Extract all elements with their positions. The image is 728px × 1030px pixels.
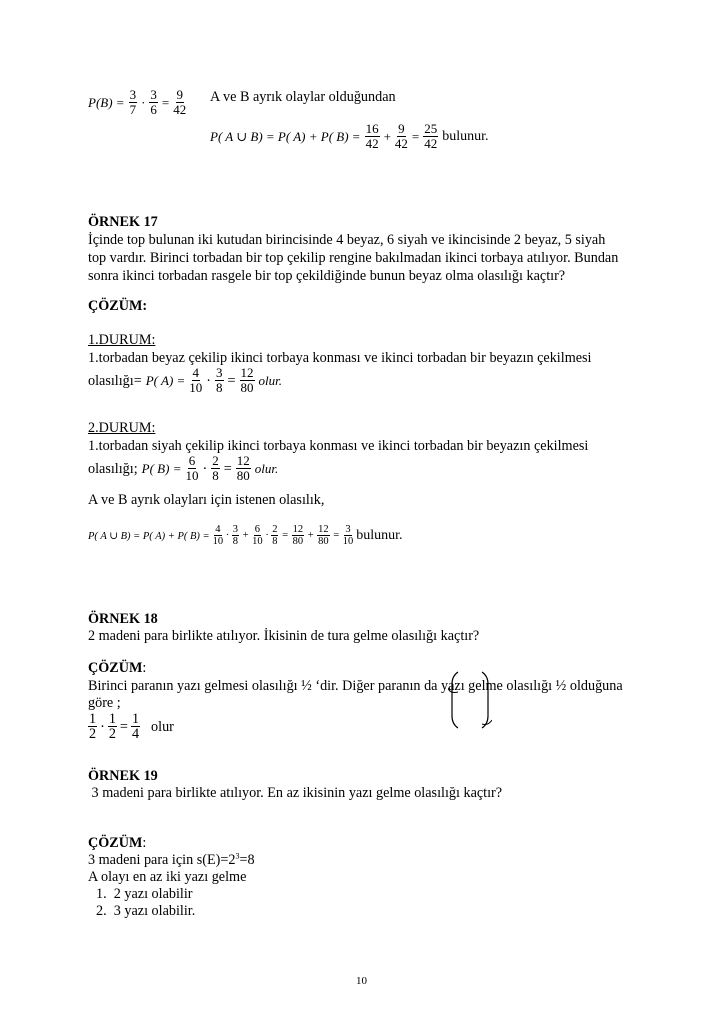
ornek19-heading: ÖRNEK 19 — [88, 768, 158, 784]
pb-formula — [88, 88, 186, 117]
fraction — [215, 366, 224, 395]
fraction — [236, 454, 251, 483]
fraction — [292, 524, 305, 547]
dot-operator: · — [202, 460, 208, 477]
fraction — [189, 366, 202, 395]
bulunur-text: bulunur. — [442, 128, 489, 144]
final-formula — [88, 524, 403, 547]
denominator: 8 — [232, 536, 238, 547]
numerator: 12 — [292, 524, 304, 535]
ornek18-formula — [88, 712, 174, 741]
numerator: 4 — [215, 524, 221, 535]
numerator: 12 — [240, 365, 254, 380]
ornek19-line1 — [88, 851, 255, 869]
ornek18-heading: ÖRNEK 18 — [88, 611, 158, 627]
cozum-label: ÇÖZÜM — [88, 660, 143, 676]
page-number: 10 — [356, 975, 367, 987]
denominator: 10 — [342, 536, 354, 547]
durum1-text: 1.torbadan beyaz çekilip ikinci torbaya konması ve ikinci torbadan bir beyazın çekilmesi — [88, 350, 592, 366]
equals: = — [411, 128, 420, 144]
fraction — [88, 712, 97, 741]
ornek17-line3: sonra ikinci torbadan rasgele bir top çekildiğinde bunun beyaz olma olasılığı kaçtır? — [88, 268, 566, 284]
denominator: 80 — [292, 536, 304, 547]
equals: = — [227, 372, 236, 389]
denominator: 80 — [236, 468, 250, 483]
fraction — [108, 712, 117, 741]
plus: + — [242, 530, 250, 541]
denominator: 10 — [185, 468, 199, 483]
fraction — [423, 122, 438, 151]
fraction — [173, 88, 186, 117]
numerator: 4 — [192, 365, 200, 380]
denominator: 80 — [240, 380, 254, 395]
list-item: 1. 2 yazı olabilir — [96, 886, 193, 902]
dot-operator: · — [265, 530, 269, 541]
dot-operator: · — [100, 718, 105, 735]
ornek18-question: 2 madeni para birlikte atılıyor. İkisinin de tura gelme olasılığı kaçtır? — [88, 628, 480, 644]
equals: = — [332, 530, 340, 541]
numerator: 6 — [188, 453, 196, 468]
denominator: 2 — [108, 726, 116, 742]
ornek17-line2: top vardır. Birinci torbadan bir top çekilip rengine bakılmadan ikinci torbaya atılıyor. Bundan — [88, 250, 619, 266]
dot-operator: · — [141, 94, 146, 110]
numerator: 1 — [108, 711, 116, 727]
union-formula — [210, 122, 489, 151]
dot-operator: · — [206, 372, 212, 389]
numerator: 6 — [254, 524, 260, 535]
equals: = — [161, 94, 170, 110]
fraction — [252, 524, 263, 547]
numerator: 1 — [89, 711, 97, 727]
fraction — [365, 122, 380, 151]
ornek19-cozum — [88, 834, 146, 852]
numerator: 12 — [318, 524, 329, 535]
fraction — [213, 524, 224, 547]
ornek17-line1: İçinde top bulunan iki kutudan birincisinde 4 beyaz, 6 siyah ve ikincisinde 2 beyaz, 5 siyah — [88, 232, 606, 248]
durum2-heading: 2.DURUM: — [88, 420, 156, 436]
denominator: 42 — [365, 136, 379, 151]
ornek19-line2: A olayı en az iki yazı gelme — [88, 869, 247, 885]
bulunur-text: bulunur. — [356, 527, 403, 543]
denominator: 10 — [212, 536, 224, 547]
equals: = — [223, 460, 232, 477]
colon: : — [142, 660, 147, 676]
ornek19-question: 3 madeni para birlikte atılıyor. En az ikisinin yazı gelme olasılığı kaçtır? — [88, 785, 503, 801]
equals: = — [119, 718, 128, 735]
prefix: olasılığı; — [88, 460, 138, 477]
ab-text: A ve B ayrık olayları için istenen olasılık, — [88, 492, 325, 508]
olur-text: olur — [151, 718, 174, 735]
colon: : — [142, 835, 147, 851]
denominator: 80 — [318, 536, 329, 547]
numerator: 2 — [212, 453, 219, 468]
durum2-text: 1.torbadan siyah çekilip ikinci torbaya konması ve ikinci torbadan bir beyazın çekilmesi — [88, 438, 589, 454]
pb-lhs: P( B) = — [141, 460, 182, 476]
numerator: 16 — [365, 121, 379, 136]
denominator: 8 — [216, 380, 223, 395]
durum2-formula — [88, 454, 278, 483]
durum1-heading: 1.DURUM: — [88, 332, 156, 348]
fraction — [185, 454, 198, 483]
ornek17-cozum: ÇÖZÜM: — [88, 298, 148, 314]
olur-text: olur. — [258, 372, 283, 388]
dot-operator: · — [226, 530, 229, 541]
fraction — [240, 366, 255, 395]
numerator: 3 — [345, 524, 351, 535]
denominator: 8 — [212, 468, 219, 483]
ornek18-line1: Birinci paranın yazı gelmesi olasılığı ½ ‘dir. Diğer paranın da yazı gelme olasılığı ½ olduğuna — [88, 678, 623, 694]
list-item: 2. 3 yazı olabilir. — [96, 903, 196, 919]
final-lhs: P( A ∪ B) = P( A) + P( B) = — [88, 530, 210, 542]
fraction — [131, 712, 140, 741]
numerator: 9 — [398, 121, 405, 136]
fraction — [232, 524, 239, 547]
numerator: 3 — [216, 365, 223, 380]
olur-text: olur. — [254, 460, 279, 476]
denominator: 2 — [89, 726, 97, 742]
pa-lhs: P( A) = — [145, 372, 186, 388]
equals: = — [281, 530, 289, 541]
union-lhs: P( A ∪ B) = P( A) + P( B) = — [210, 128, 361, 144]
numerator: 3 — [129, 87, 137, 102]
cozum-label: ÇÖZÜM — [88, 835, 143, 851]
fraction — [211, 454, 220, 483]
denominator: 42 — [394, 136, 408, 151]
denominator: 10 — [252, 536, 263, 547]
exponent: 3 — [235, 851, 240, 861]
fraction — [317, 524, 330, 547]
ornek17-heading: ÖRNEK 17 — [88, 214, 158, 230]
disjoint-note: A ve B ayrık olaylar olduğundan — [210, 89, 396, 105]
plus: + — [383, 128, 391, 144]
numerator: 2 — [272, 524, 278, 535]
numerator: 9 — [176, 87, 183, 102]
fraction — [395, 122, 408, 151]
numerator: 3 — [232, 524, 238, 535]
denominator: 42 — [173, 102, 187, 117]
denominator: 42 — [424, 136, 438, 151]
bracket-shape-graphic — [448, 668, 492, 732]
sample-space-result: =8 — [239, 852, 255, 868]
fraction — [129, 88, 138, 117]
durum1-formula — [88, 366, 282, 395]
denominator: 7 — [129, 102, 137, 117]
sample-space-text: 3 madeni para için s(E)=2 — [88, 852, 236, 868]
numerator: 25 — [424, 121, 438, 136]
denominator: 8 — [272, 536, 278, 547]
denominator: 4 — [131, 726, 140, 742]
numerator: 12 — [236, 453, 250, 468]
denominator: 6 — [150, 102, 157, 117]
ornek18-cozum — [88, 659, 146, 677]
ornek18-line2: göre ; — [88, 695, 121, 711]
plus: + — [307, 530, 315, 541]
denominator: 10 — [189, 380, 203, 395]
fraction — [271, 524, 278, 547]
fraction — [149, 88, 158, 117]
numerator: 1 — [131, 711, 140, 727]
numerator: 3 — [150, 87, 157, 102]
pb-lhs: P(B) = — [88, 94, 125, 110]
fraction — [343, 524, 354, 547]
prefix: olasılığı= — [88, 372, 142, 389]
